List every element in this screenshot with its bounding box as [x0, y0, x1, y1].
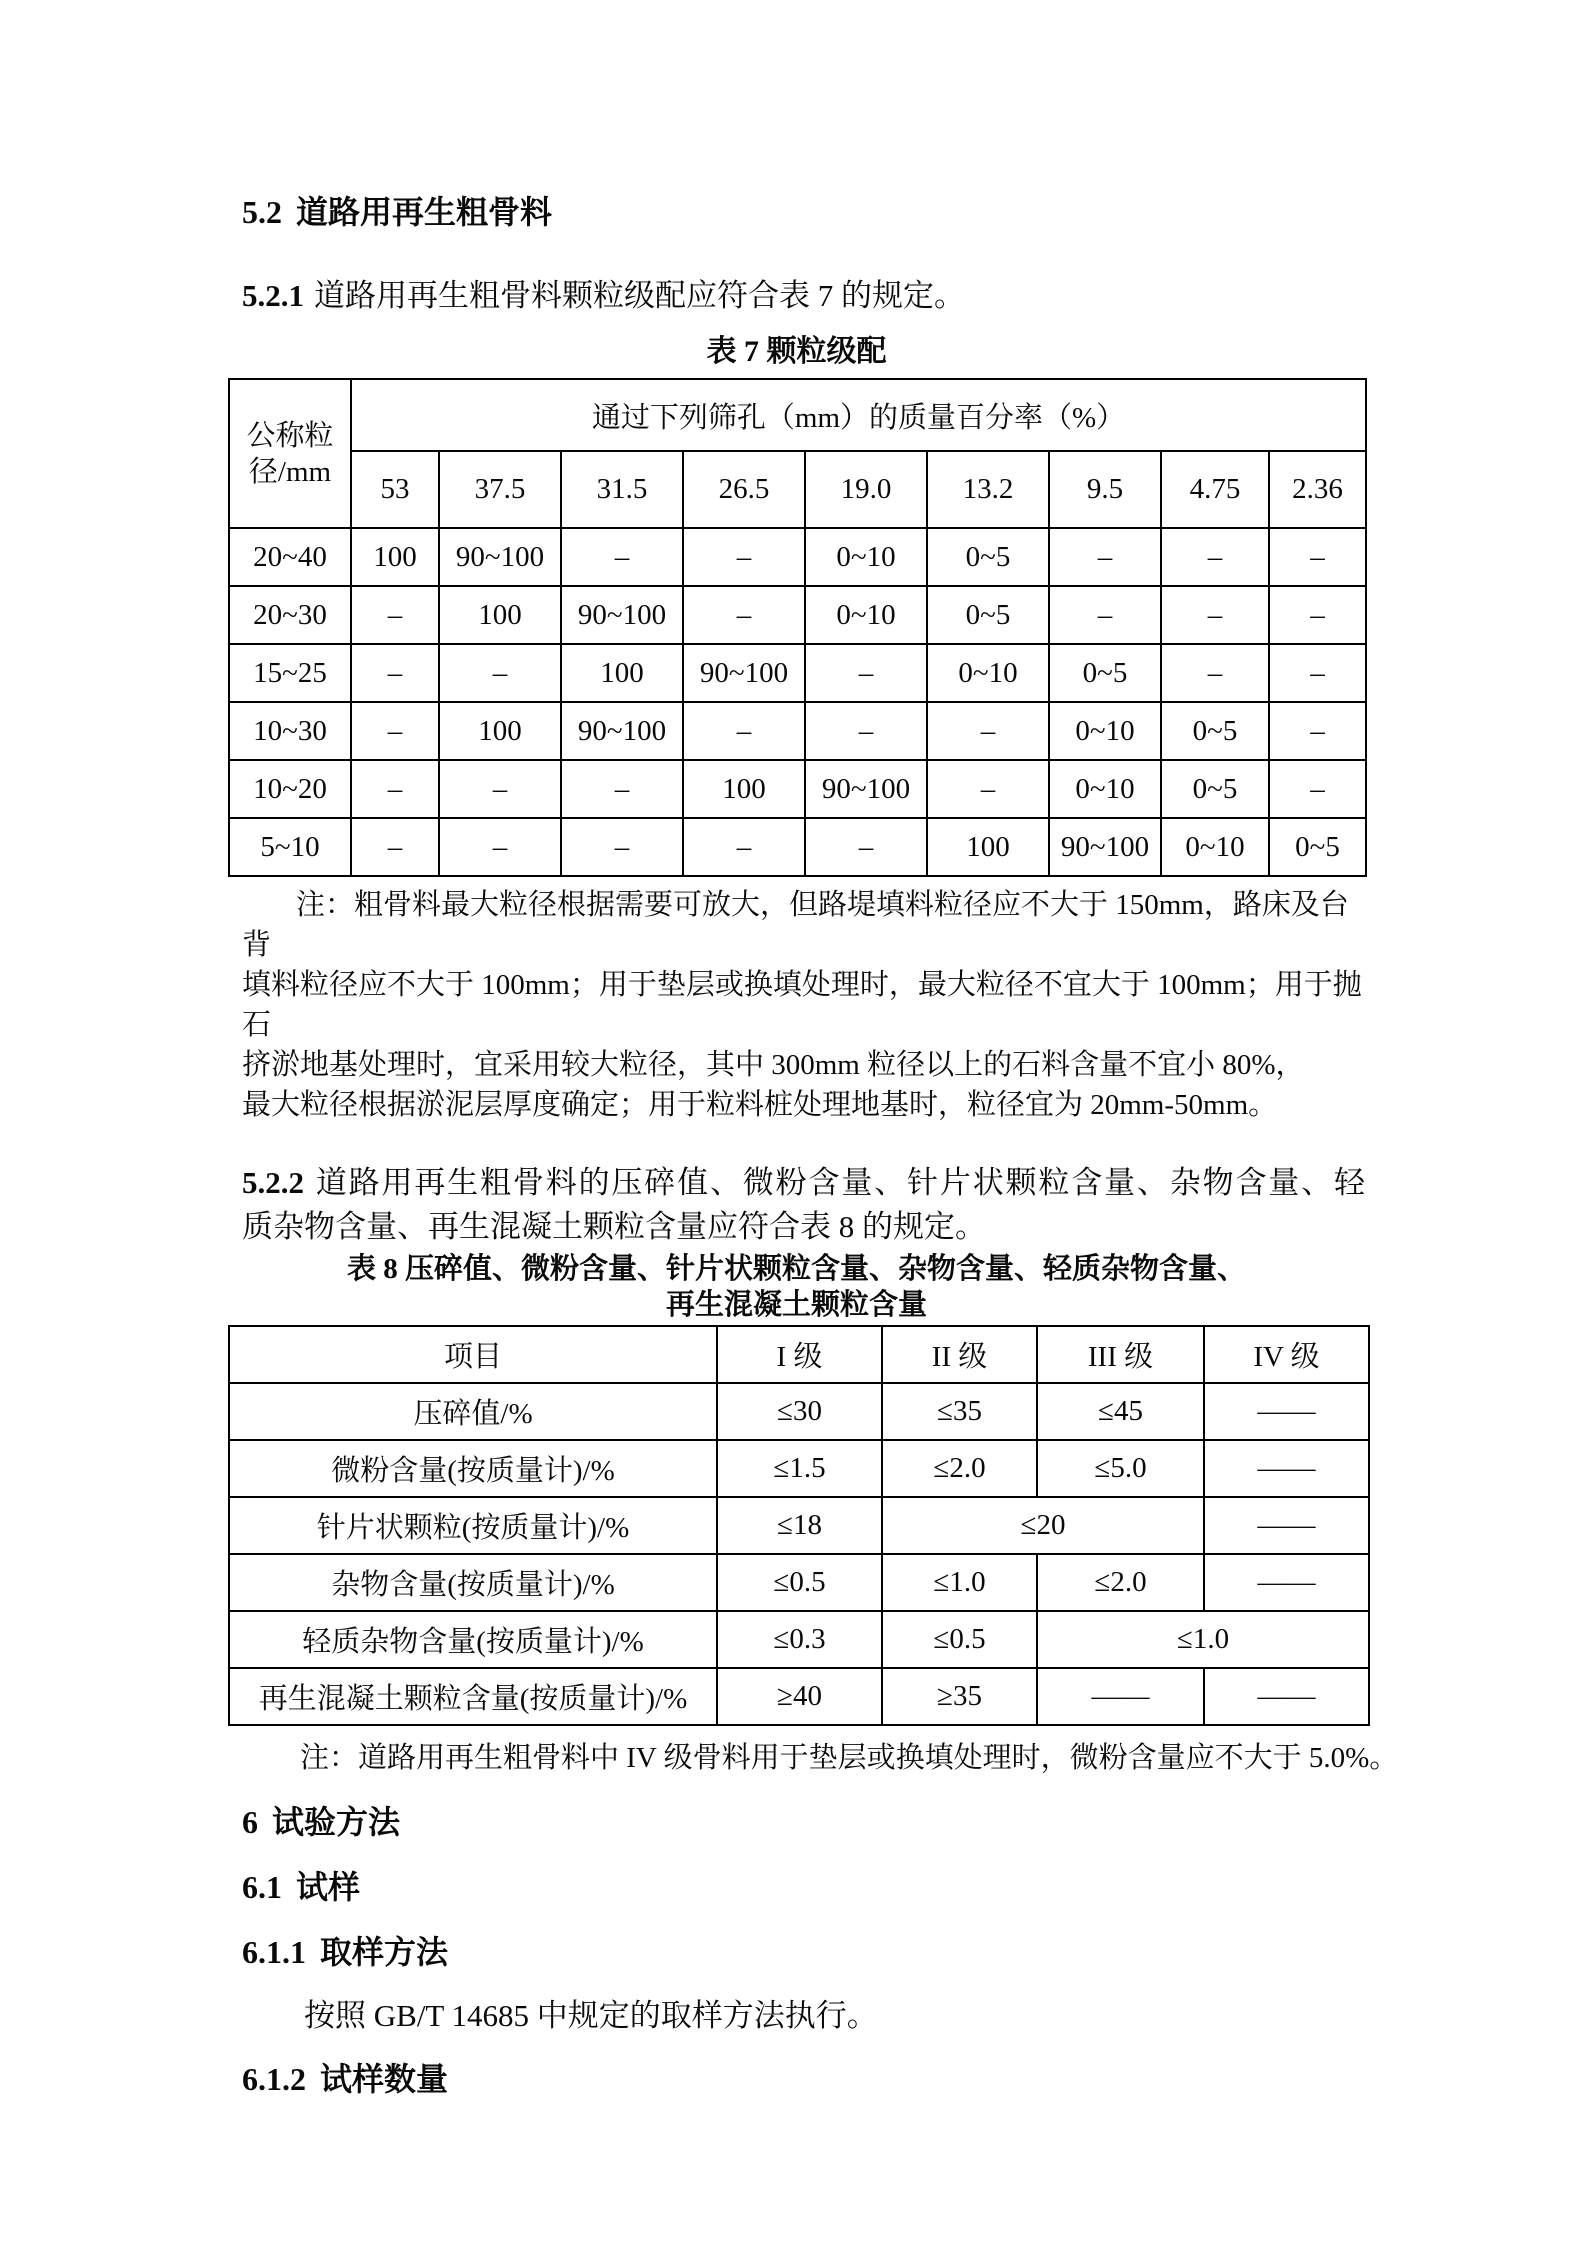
table-row	[229, 1611, 1369, 1668]
table8-caption-line2: 再生混凝土颗粒含量	[665, 1289, 927, 1321]
size-cell: 20~30	[229, 586, 351, 644]
table-cell: 90~100	[561, 702, 683, 760]
section-title: 试验方法	[272, 1804, 401, 1840]
section-6-1-1-heading	[242, 1932, 1587, 1972]
table-cell: –	[1161, 528, 1269, 586]
table-cell: –	[561, 528, 683, 586]
table-cell: –	[1269, 760, 1366, 818]
sieve-header-cell: 31.5	[561, 451, 683, 528]
table-cell: –	[1269, 528, 1366, 586]
table-cell: –	[439, 644, 561, 702]
table-cell: 100	[439, 586, 561, 644]
section-6-1-heading	[242, 1867, 1587, 1907]
note-line: 注：粗骨料最大粒径根据需要可放大，但路堤填料粒径应不大于 150mm，路床及台 背	[242, 889, 1349, 961]
table-cell: ≤45	[1037, 1383, 1204, 1440]
clause-number: 5.2.1	[242, 278, 304, 313]
table-header-row	[229, 379, 1366, 451]
item-cell: 压碎值/%	[229, 1383, 717, 1440]
table-7-grain-gradation	[228, 378, 1367, 877]
table-cell: ——	[1204, 1497, 1369, 1554]
table-cell: –	[1269, 702, 1366, 760]
table-header-row	[229, 1326, 1369, 1383]
table-cell: –	[561, 760, 683, 818]
table-row	[229, 1383, 1369, 1440]
size-cell: 10~30	[229, 702, 351, 760]
table-cell: –	[351, 586, 439, 644]
table-cell: 0~5	[927, 528, 1049, 586]
table-cell: –	[351, 818, 439, 876]
table-header-cell: III 级	[1037, 1326, 1204, 1383]
corner-line2: 径/mm	[248, 455, 332, 488]
note-line: 填料粒径应不大于 100mm；用于垫层或换填处理时，最大粒径不宜大于 100mm；用于抛石	[242, 969, 1362, 1041]
sieve-header-cell: 4.75	[1161, 451, 1269, 528]
note-line: 最大粒径根据淤泥层厚度确定；用于粒料桩处理地基时，粒径宜为 20mm-50mm。	[242, 1089, 1278, 1121]
table-cell: –	[805, 644, 927, 702]
table-cell: –	[683, 528, 805, 586]
table-cell: –	[351, 644, 439, 702]
table-cell: –	[927, 702, 1049, 760]
table-row	[229, 760, 1366, 818]
table-cell: –	[1269, 644, 1366, 702]
table-cell: ≤35	[882, 1383, 1037, 1440]
sieve-header-cell: 37.5	[439, 451, 561, 528]
table-cell: ≤2.0	[1037, 1554, 1204, 1611]
table-row	[229, 1497, 1369, 1554]
table-cell: –	[351, 760, 439, 818]
section-title: 取样方法	[320, 1934, 449, 1970]
table-cell: –	[439, 818, 561, 876]
table-cell: –	[561, 818, 683, 876]
size-cell: 10~20	[229, 760, 351, 818]
table7-caption: 表 7 颗粒级配	[706, 335, 887, 368]
section-title: 道路用再生粗骨料	[296, 194, 553, 230]
sieve-header-cell: 9.5	[1049, 451, 1161, 528]
table-cell: –	[1269, 586, 1366, 644]
table-cell: 0~5	[1161, 760, 1269, 818]
table-cell: 100	[351, 528, 439, 586]
table-cell: ≤1.0	[882, 1554, 1037, 1611]
table-cell: ——	[1204, 1668, 1369, 1725]
item-cell: 杂物含量(按质量计)/%	[229, 1554, 717, 1611]
table-cell: ≤30	[717, 1383, 882, 1440]
section-number: 6	[242, 1804, 258, 1840]
table-row	[229, 1668, 1369, 1725]
table-cell: –	[927, 760, 1049, 818]
table-cell-merged: ≤20	[882, 1497, 1204, 1554]
item-cell: 再生混凝土颗粒含量(按质量计)/%	[229, 1668, 717, 1725]
table-cell: ≤2.0	[882, 1440, 1037, 1497]
table-cell: 0~10	[805, 586, 927, 644]
table-cell: ——	[1204, 1383, 1369, 1440]
table-row	[229, 702, 1366, 760]
clause-5-2-2	[242, 1161, 1365, 1249]
sieve-header-cell: 26.5	[683, 451, 805, 528]
table-cell: 0~10	[927, 644, 1049, 702]
section-number: 5.2	[242, 194, 282, 230]
table-cell: 100	[439, 702, 561, 760]
table-cell: ≥40	[717, 1668, 882, 1725]
table-cell: ——	[1204, 1440, 1369, 1497]
table-cell: –	[1161, 586, 1269, 644]
table-cell: ≤0.5	[717, 1554, 882, 1611]
table-cell: 100	[561, 644, 683, 702]
section-number: 6.1.2	[242, 2061, 306, 2097]
table-cell: –	[1161, 644, 1269, 702]
section-number: 6.1	[242, 1869, 282, 1905]
table-cell: 0~10	[1049, 760, 1161, 818]
table-cell: 90~100	[805, 760, 927, 818]
table-cell: ——	[1204, 1554, 1369, 1611]
sieve-header-cell: 2.36	[1269, 451, 1366, 528]
table8-caption-line1: 表 8 压碎值、微粉含量、针片状颗粒含量、杂物含量、轻质杂物含量、	[346, 1253, 1246, 1285]
table-cell-merged: ≤1.0	[1037, 1611, 1369, 1668]
table-cell: 0~10	[1049, 702, 1161, 760]
table-row	[229, 1440, 1369, 1497]
size-cell: 5~10	[229, 818, 351, 876]
section-5-2-heading	[242, 192, 1587, 232]
table-cell: ≥35	[882, 1668, 1037, 1725]
table-header-cell: IV 级	[1204, 1326, 1369, 1383]
table-cell: –	[683, 586, 805, 644]
table-cell: 100	[927, 818, 1049, 876]
table-corner-header	[229, 379, 351, 528]
table-cell: 90~100	[683, 644, 805, 702]
clause-line	[242, 1161, 1365, 1205]
table-span-header: 通过下列筛孔（mm）的质量百分率（%）	[351, 379, 1366, 451]
table-cell: ≤0.5	[882, 1611, 1037, 1668]
sieve-header-cell: 13.2	[927, 451, 1049, 528]
item-cell: 微粉含量(按质量计)/%	[229, 1440, 717, 1497]
note-line: 挤淤地基处理时，宜采用较大粒径，其中 300mm 粒径以上的石料含量不宜小 80%，	[242, 1049, 1305, 1081]
section-6-1-2-heading	[242, 2059, 1587, 2099]
table-header-cell: II 级	[882, 1326, 1037, 1383]
clause-text-line2: 质杂物含量、再生混凝土颗粒含量应符合表 8 的规定。	[242, 1209, 986, 1244]
table-header-cell: 项目	[229, 1326, 717, 1383]
table-cell: –	[683, 702, 805, 760]
sieve-header-cell: 19.0	[805, 451, 927, 528]
table-cell: ≤18	[717, 1497, 882, 1554]
table8-caption	[228, 1251, 1365, 1323]
table7-note	[242, 885, 1365, 1125]
size-cell: 15~25	[229, 644, 351, 702]
section-title: 试样数量	[320, 2061, 449, 2097]
item-cell: 针片状颗粒(按质量计)/%	[229, 1497, 717, 1554]
clause-text-line1: 道路用再生粗骨料的压碎值、微粉含量、针片状颗粒含量、杂物含量、轻	[314, 1165, 1365, 1200]
table-cell: –	[1049, 528, 1161, 586]
section-title: 试样	[296, 1869, 361, 1905]
table-cell: 0~10	[805, 528, 927, 586]
table-row	[229, 818, 1366, 876]
table-header-cell: I 级	[717, 1326, 882, 1383]
table-cell: 0~5	[1049, 644, 1161, 702]
table-cell: 0~5	[927, 586, 1049, 644]
table-row	[229, 1554, 1369, 1611]
table-row	[229, 528, 1366, 586]
table-cell: –	[351, 702, 439, 760]
section-number: 6.1.1	[242, 1934, 306, 1970]
table-cell: 0~10	[1161, 818, 1269, 876]
table-cell: 90~100	[561, 586, 683, 644]
sieve-header-cell: 53	[351, 451, 439, 528]
table-cell: –	[805, 818, 927, 876]
table-row	[229, 644, 1366, 702]
clause-5-2-1	[242, 276, 1365, 316]
table-cell: ——	[1037, 1668, 1204, 1725]
clause-text: 道路用再生粗骨料颗粒级配应符合表 7 的规定。	[314, 278, 965, 313]
table-cell: –	[439, 760, 561, 818]
size-cell: 20~40	[229, 528, 351, 586]
table-cell: 0~5	[1269, 818, 1366, 876]
table-cell: 90~100	[1049, 818, 1161, 876]
table-cell: ≤0.3	[717, 1611, 882, 1668]
table-cell: ≤5.0	[1037, 1440, 1204, 1497]
corner-line1: 公称粒	[246, 419, 334, 452]
table-cell: 90~100	[439, 528, 561, 586]
table-cell: –	[683, 818, 805, 876]
table-cell: 0~5	[1161, 702, 1269, 760]
clause-number: 5.2.2	[242, 1165, 304, 1200]
table-cell: 100	[683, 760, 805, 818]
table-sieve-header-row	[229, 451, 1366, 528]
clause-6-1-1-text: 按照 GB/T 14685 中规定的取样方法执行。	[304, 1998, 878, 2033]
table8-note: 注：道路用再生粗骨料中 IV 级骨料用于垫层或换填处理时，微粉含量应不大于 5.0%。	[300, 1742, 1399, 1774]
table-cell: –	[1049, 586, 1161, 644]
section-6-heading	[242, 1802, 1587, 1842]
item-cell: 轻质杂物含量(按质量计)/%	[229, 1611, 717, 1668]
table-8-quality-limits	[228, 1325, 1370, 1726]
table-cell: ≤1.5	[717, 1440, 882, 1497]
table-cell: –	[805, 702, 927, 760]
table-row	[229, 586, 1366, 644]
